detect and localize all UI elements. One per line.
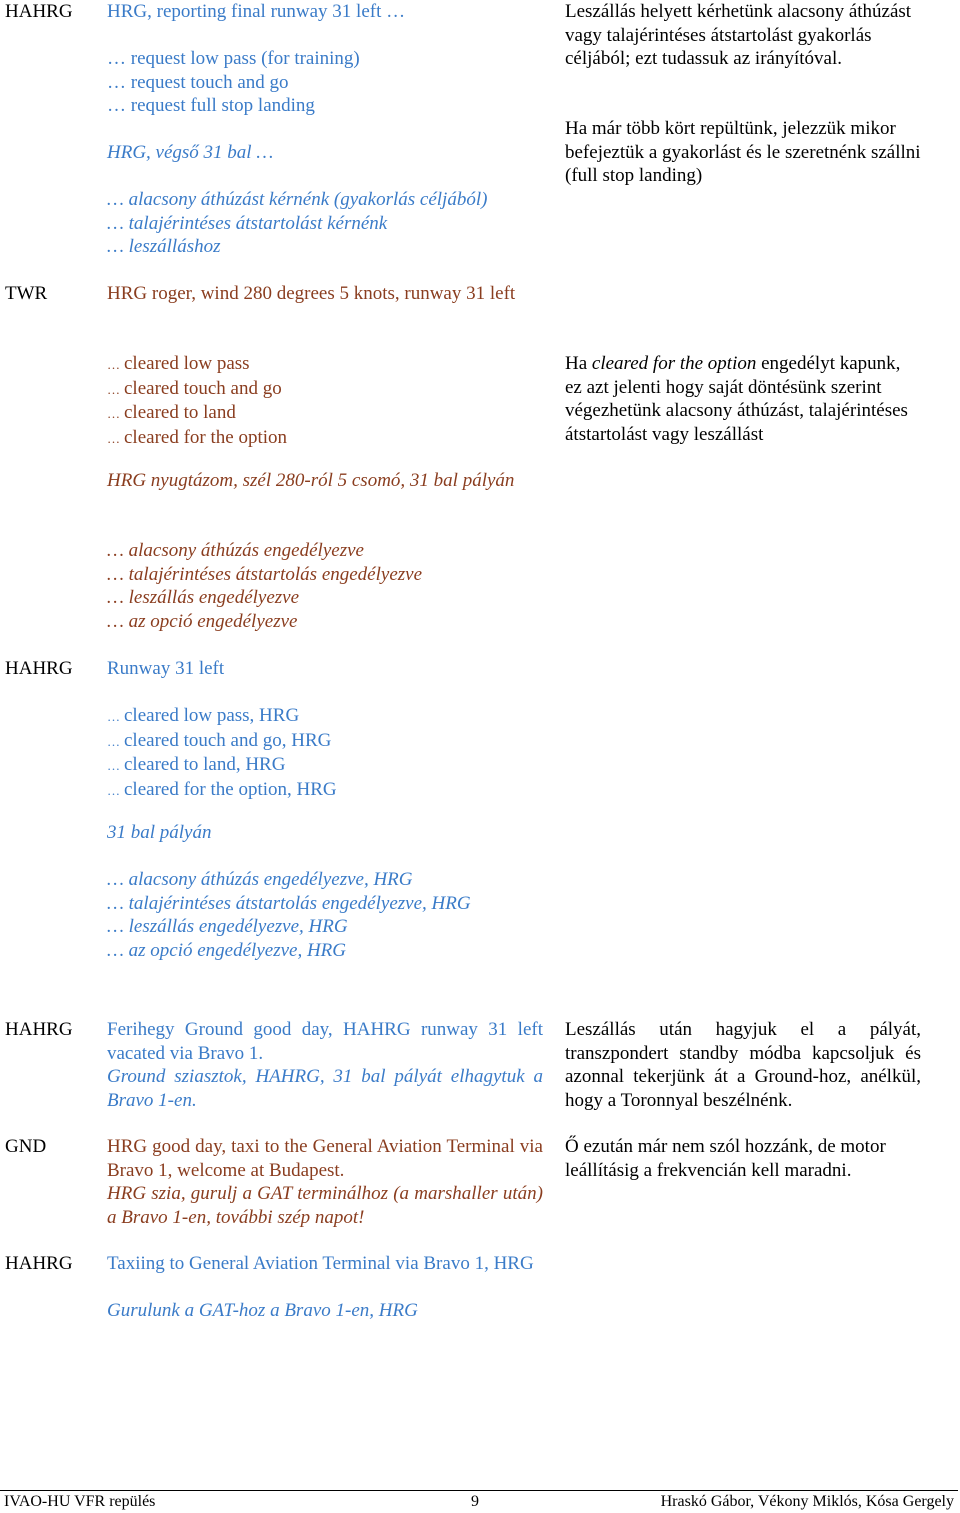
footer-authors: Hraskó Gábor, Vékony Miklós, Kósa Gergely [660, 1493, 954, 1510]
taxi-readback-en: Taxiing to General Aviation Terminal via Bravo 1, HRG [107, 1253, 534, 1274]
station-label-gnd: GND [5, 1136, 47, 1157]
page-number: 9 [471, 1493, 479, 1510]
station-label-hahrg-2: HAHRG [5, 658, 73, 679]
pilot-line: … request touch and go [107, 71, 289, 93]
station-label-hahrg-1: HAHRG [5, 1, 73, 22]
note-stay-on-frequency: Ő ezután már nem szól hozzánk, de motor leállításig a frekvencián kell maradni. [565, 1136, 886, 1181]
note-cleared-option: Ha cleared for the option engedélyt kapunk, ez azt jelenti hogy saját döntésünk szerint végezhetünk alacsony áthúzást, talajérintéses átstartolást vagy leszállást [565, 353, 908, 445]
readback-runway-hu: 31 bal pályán [107, 822, 212, 843]
vacated-message-hu: Ground sziasztok, HAHRG, 31 bal pályát elhagytuk a Bravo 1-en. [107, 1066, 543, 1111]
list-item: … cleared low pass [107, 353, 250, 374]
twr-options-en [107, 352, 543, 450]
list-item: … cleared low pass, HRG [107, 705, 300, 726]
note-after-landing: Leszállás után hagyjuk el a pályát, transzpondert standby módba kapcsoljuk és azonnal tekerjünk át a Ground-hoz, anélkül, hogy a Toronnyal beszélnénk. [565, 1019, 921, 1111]
readback-options-hu [107, 868, 543, 962]
list-item: … cleared to land, HRG [107, 754, 286, 775]
list-item: … cleared touch and go [107, 377, 282, 399]
station-label-hahrg-4: HAHRG [5, 1253, 73, 1274]
list-item: … cleared for the option, HRG [107, 778, 337, 800]
list-item: … az opció engedélyezve [107, 610, 298, 632]
list-item: … leszállás engedélyezve, HRG [107, 916, 348, 937]
list-item: … az opció engedélyezve, HRG [107, 939, 347, 961]
twr-message-en: HRG roger, wind 280 degrees 5 knots, runway 31 left [107, 283, 516, 304]
gnd-message-hu: HRG szia, gurulj a GAT terminálhoz (a marshaller után) a Bravo 1-en, további szép napot! [107, 1183, 543, 1228]
footer-divider [0, 1490, 958, 1491]
readback-runway-en: Runway 31 left [107, 658, 225, 679]
pilot-line: HRG, reporting final runway 31 left … [107, 1, 406, 22]
station-label-hahrg-3: HAHRG [5, 1019, 73, 1040]
pilot-request-en [107, 0, 543, 118]
pilot-line: … request low pass (for training) [107, 48, 360, 69]
twr-options-hu [107, 539, 543, 633]
list-item: … cleared to land [107, 402, 236, 423]
list-item: … cleared touch and go, HRG [107, 729, 332, 751]
twr-message-hu: HRG nyugtázom, szél 280-ról 5 csomó, 31 bal pályán [107, 470, 515, 491]
pilot-line: … leszálláshoz [107, 236, 221, 257]
station-label-twr: TWR [5, 283, 48, 304]
list-item: … cleared for the option [107, 426, 288, 448]
taxi-readback-hu: Gurulunk a GAT-hoz a Bravo 1-en, HRG [107, 1300, 418, 1321]
note-full-stop: Ha már több kört repültünk, jelezzük mikor befejeztük a gyakorlást és le szeretnénk szállni (full stop landing) [565, 118, 921, 186]
list-item: … alacsony áthúzás engedélyezve, HRG [107, 869, 413, 890]
list-item: … talajérintéses átstartolás engedélyezve [107, 563, 423, 585]
gnd-message-en: HRG good day, taxi to the General Aviation Terminal via Bravo 1, welcome at Budapest. [107, 1136, 543, 1181]
list-item: … leszállás engedélyezve [107, 587, 300, 608]
list-item: … talajérintéses átstartolás engedélyezve, HRG [107, 892, 471, 914]
pilot-line: HRG, végső 31 bal … [107, 142, 274, 163]
footer-title: IVAO-HU VFR repülés [4, 1493, 156, 1510]
list-item: … alacsony áthúzás engedélyezve [107, 540, 364, 561]
pilot-line: … request full stop landing [107, 95, 315, 116]
vacated-message-en: Ferihegy Ground good day, HAHRG runway 31 left vacated via Bravo 1. [107, 1019, 543, 1064]
pilot-line: … alacsony áthúzást kérnénk (gyakorlás céljából) [107, 189, 488, 210]
pilot-request-hu [107, 141, 543, 259]
note-low-pass: Leszállás helyett kérhetünk alacsony áthúzást vagy talajérintéses átstartolást gyakorlás céljából; ezt tudassuk az irányítóval. [565, 1, 912, 69]
readback-options-en [107, 704, 543, 802]
pilot-line: … talajérintéses átstartolást kérnénk [107, 212, 388, 234]
